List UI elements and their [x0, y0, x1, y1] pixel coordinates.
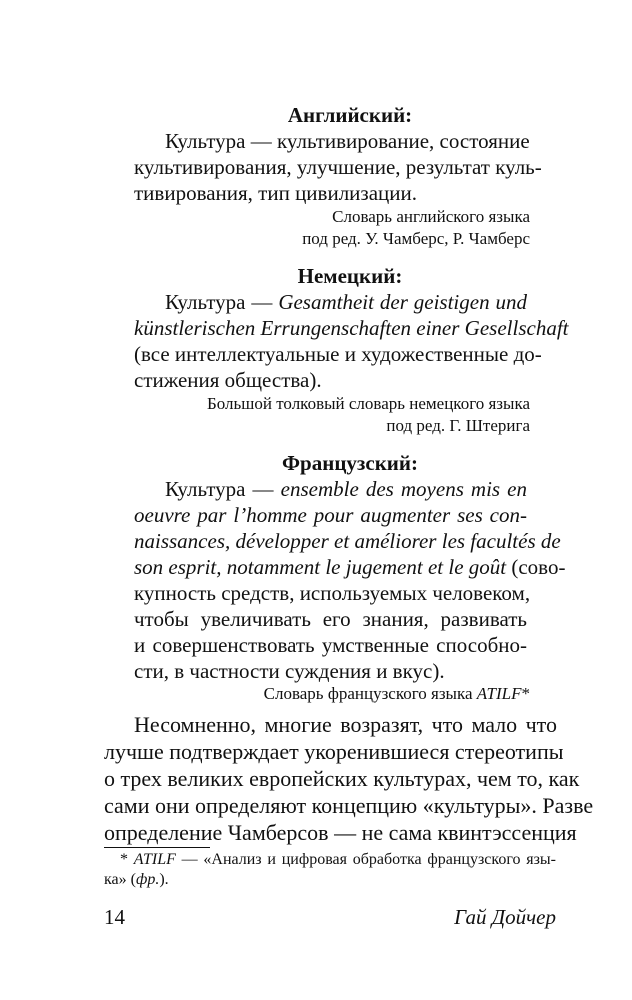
footnote-text: ). — [159, 871, 169, 888]
english-definition-line: культивирования, улучшение, результат куль- — [134, 155, 542, 179]
footnote-marker: * — [521, 684, 530, 703]
french-definition-quote: son esprit, notamment le jugement et le goût — [134, 555, 507, 579]
french-definition-line: сти, в частности суждения и вкус). — [134, 659, 445, 683]
german-definition-quote: Gesamtheit der geistigen und — [278, 290, 527, 314]
french-definition-line: чтобы увеличивать его знания, развивать — [134, 607, 527, 631]
german-definition-line: (все интеллектуальные и художественные до- — [134, 342, 542, 366]
body-text-line: сами они определяют концепцию «культуры». Разве — [104, 793, 594, 818]
english-definition-line: Культура — культивирование, состояние — [165, 129, 530, 153]
german-definition-line — [165, 289, 527, 315]
footnote-mark: * — [120, 851, 134, 868]
running-author: Гай Дойчер — [454, 905, 556, 929]
footnote-line — [120, 850, 556, 870]
body-text-line: о трех великих европейских культурах, чем то, как — [104, 766, 580, 791]
french-definition-text: Культура — — [165, 477, 281, 501]
english-source-editors: под ред. У. Чамберс, Р. Чамберс — [302, 229, 530, 248]
french-source — [264, 683, 530, 705]
footnote-term: ATILF — [133, 851, 176, 868]
german-definition-text: Культура — — [165, 290, 279, 314]
french-source-text: Словарь французского языка — [263, 684, 477, 703]
french-definition-quote: naissances, développer et améliorer les facultés de — [134, 529, 561, 553]
german-source-editors: под ред. Г. Штерига — [386, 416, 530, 435]
footnote-language: фр. — [135, 871, 160, 888]
german-heading: Немецкий: — [297, 264, 403, 288]
french-definition-quote: ensemble des moyens mis en — [280, 477, 527, 501]
english-source: Словарь английского языка — [332, 207, 530, 226]
footnote-text: — «Анализ и цифровая обработка французского язы- — [175, 851, 557, 868]
body-text-line: Несомненно, многие возразят, что мало что — [134, 712, 557, 737]
french-definition-line — [134, 554, 566, 580]
french-definition-line — [165, 476, 527, 502]
english-heading: Английский: — [287, 103, 413, 127]
footnote-line — [104, 870, 169, 890]
body-text-line: определение Чамберсов — не сама квинтэссенция — [104, 820, 577, 845]
french-definition-quote: oeuvre par l’homme pour augmenter ses con- — [134, 503, 527, 527]
footnote-rule — [104, 847, 210, 848]
german-definition-line: стижения общества). — [134, 368, 322, 392]
french-source-acronym: ATILF — [476, 684, 522, 703]
french-definition-line: и совершенствовать умственные способно- — [134, 633, 527, 657]
german-definition-quote: künstlerischen Errungenschaften einer Gesellschaft — [134, 316, 569, 340]
french-heading: Французский: — [282, 451, 418, 475]
english-definition-line: тивирования, тип цивилизации. — [134, 181, 417, 205]
french-definition-text: (сово- — [506, 555, 566, 579]
footnote-text: ка» ( — [104, 871, 136, 888]
german-source: Большой толковый словарь немецкого языка — [207, 394, 530, 413]
body-text-line: лучше подтверждает укоренившиеся стереотипы — [104, 739, 564, 764]
french-definition-line: купность средств, используемых человеком, — [134, 581, 531, 605]
page-number: 14 — [104, 905, 125, 929]
